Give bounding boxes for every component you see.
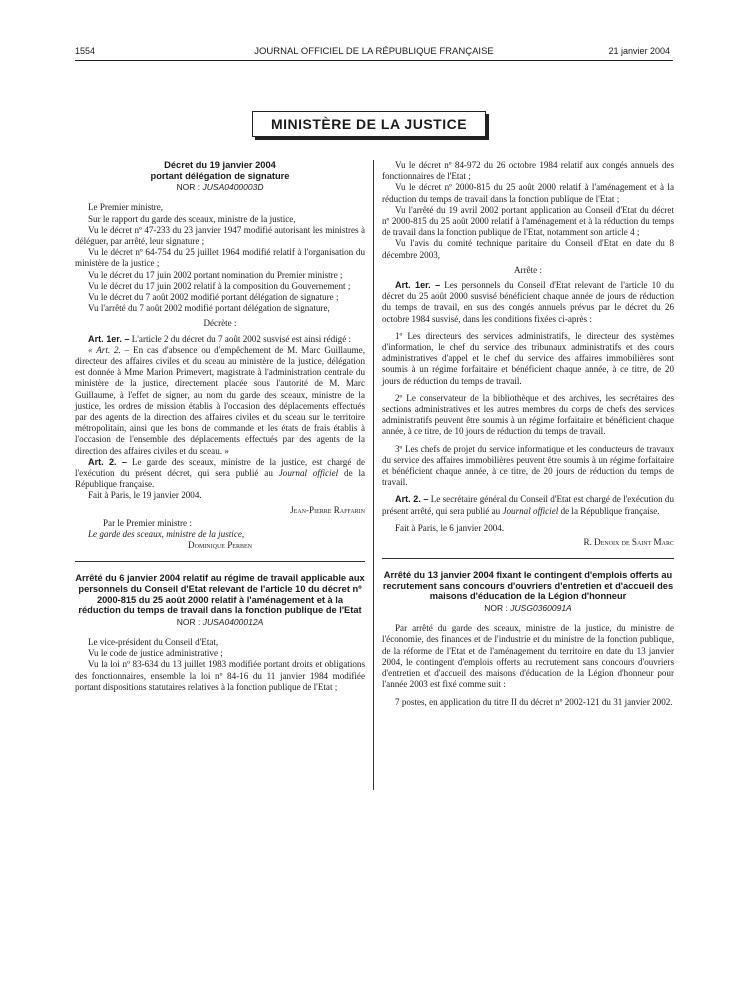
article-quote bbox=[75, 345, 365, 457]
journal-officiel-ref: Journal officiel bbox=[278, 468, 339, 479]
article-item: 3º Les chefs de projet du service informatique et les conducteurs de travaux du service des affaires immobilières peuvent être soumis à un régime forfaitaire et bénéficient chaque année, à ce titre, de 20 jours de réduction du temps de travail. bbox=[382, 443, 674, 488]
paragraph: Le Premier ministre, bbox=[88, 202, 164, 213]
article-text: Les personnels du Conseil d'Etat relevant de l'article 10 du décret du 25 août 2000 susvisé bénéficient chaque année de jours de réduction du temps de travail, en sus des congés annuels prévus par le décret du 26 octobre 1984 susvisé, dans les conditions fixées ci-après : bbox=[382, 280, 674, 324]
decrete-label: Décrète : bbox=[203, 318, 237, 329]
paragraph: Vu l'arrêté du 7 août 2002 modifié portant délégation de signature, bbox=[88, 303, 330, 314]
signature: Jean-Pierre Raffarin bbox=[290, 504, 365, 515]
decret-nor bbox=[75, 182, 365, 193]
nor-label: NOR : bbox=[484, 603, 508, 614]
section-separator bbox=[382, 558, 674, 560]
header-rule bbox=[75, 60, 673, 61]
article-2 bbox=[75, 457, 365, 491]
article-2 bbox=[382, 494, 674, 516]
paragraph: Vu le décret nº 64-754 du 25 juillet 1964 modifié relatif à l'organisation du ministère de la justice ; bbox=[75, 247, 365, 269]
paragraph: Vu l'avis du comité technique paritaire du Conseil d'Etat en date du 8 décembre 2003, bbox=[382, 238, 674, 260]
paragraph: Vu le décret du 17 juin 2002 relatif à la composition du Gouvernement ; bbox=[88, 280, 351, 291]
article-label: Art. 1er. – bbox=[395, 280, 441, 291]
journal-title: JOURNAL OFFICIEL DE LA RÉPUBLIQUE FRANÇAISE bbox=[254, 46, 494, 57]
section-separator bbox=[75, 561, 365, 563]
column-divider bbox=[373, 160, 374, 790]
arrete1-nor bbox=[75, 617, 365, 628]
journal-officiel-ref: Journal officiel bbox=[502, 505, 559, 516]
journal-date: 21 janvier 2004 bbox=[608, 46, 670, 56]
paragraph: Vu le décret du 17 juin 2002 portant nomination du Premier ministre ; bbox=[88, 269, 343, 280]
paragraph: Vu l'arrêté du 19 avril 2002 portant application au Conseil d'Etat du décret nº 2000-815 du 25 août 2000 relatif à l'aménagement et à la réduction du temps de travail dans la fonction publique de l'Etat, notamment son article 4 ; bbox=[382, 204, 674, 238]
arrete1-section bbox=[75, 573, 365, 693]
arrete1-title: Arrêté du 6 janvier 2004 relatif au régime de travail applicable aux personnels du Conseil d'Etat relevant de l'article 10 du décret nº 2000-815 du 25 août 2000 relatif à l'aménagement et à la réduction du temps de travail dans la fonction publique de l'Etat bbox=[75, 573, 365, 616]
paragraph: Vu le décret nº 47-233 du 23 janvier 1947 modifié autorisant les ministres à déléguer, par arrêté, leur signature ; bbox=[75, 224, 365, 246]
arrete2-nor bbox=[382, 603, 674, 614]
article-text: Le garde des sceaux, ministre de la justice, est chargé de l'exécution du présent décret, qui sera publié au bbox=[75, 456, 366, 479]
article-text: L'article 2 du décret du 7 août 2002 susvisé est ainsi rédigé : bbox=[131, 333, 352, 344]
signature: R. Denoix de Saint Marc bbox=[583, 537, 674, 548]
fait-line: Fait à Paris, le 6 janvier 2004. bbox=[395, 522, 505, 533]
arrete1-continued bbox=[382, 160, 674, 548]
paragraph: 7 postes, en application du titre II du décret nº 2002-121 du 31 janvier 2002. bbox=[395, 696, 673, 707]
nor-code: JUSA0400003D bbox=[202, 182, 264, 193]
garde-name: Dominique Perben bbox=[188, 540, 252, 551]
arrete2-title: Arrêté du 13 janvier 2004 fixant le contingent d'emplois offerts au recrutement sans concours d'ouvriers d'entretien et d'accueil des maisons d'éducation de la Légion d'honneur bbox=[382, 570, 674, 602]
article-text-end: de la République française. bbox=[560, 505, 660, 516]
article-label: Art. 2. – bbox=[395, 494, 429, 505]
garde-title: Le garde des sceaux, ministre de la justice, bbox=[88, 529, 245, 540]
arrete-label: Arrête : bbox=[513, 264, 543, 275]
arrete2-section bbox=[382, 570, 674, 707]
left-column bbox=[75, 160, 365, 693]
paragraph: Vu la loi nº 83-634 du 13 juillet 1983 modifiée portant droits et obligations des fonctionnaires, ensemble la loi nº 84-16 du 11 janvier 1984 modifiée portant dispositions statutaires relatives à la fonction publique de l'Etat ; bbox=[75, 659, 365, 692]
decret-subtitle: portant délégation de signature bbox=[150, 170, 290, 181]
paragraph: Vu le code de justice administrative ; bbox=[88, 648, 223, 659]
article-text: Le secrétaire général du Conseil d'Etat est chargé de l'exécution du présent arrêté, qui sera publié au bbox=[382, 494, 675, 516]
paragraph: Par arrêté du garde des sceaux, ministre de la justice, du ministre de l'économie, des finances et de l'industrie et du ministre de la fonction publique, de la réforme de l'Etat et de l'aménagement du territoire en date du 13 janvier 2004, le contingent d'emplois offerts au recrutement sans concours d'ouvriers d'entretien et d'accueil des maisons d'éducation de la Légion d'honneur pour l'année 2003 est fixé comme suit : bbox=[382, 623, 674, 690]
paragraph: Vu le décret nº 2000-815 du 25 août 2000 relatif à l'aménagement et à la réduction du temps de travail dans la fonction publique de l'Etat ; bbox=[382, 182, 674, 204]
paragraph: Vu le décret nº 84-972 du 26 octobre 1984 relatif aux congés annuels des fonctionnaires de l'Etat ; bbox=[382, 160, 674, 182]
par-premier-ministre: Par le Premier ministre : bbox=[103, 517, 192, 528]
paragraph: Sur le rapport du garde des sceaux, ministre de la justice, bbox=[88, 213, 296, 224]
ministry-heading: MINISTÈRE DE LA JUSTICE bbox=[252, 111, 486, 137]
article-item: 1º Les directeurs des services administratifs, le directeur des systèmes d'information, le chef du service des tribunaux administratifs et des cours administratives d'appel et le chef du service des affaires immobilières sont soumis à un régime forfaitaire et bénéficient chaque année, à ce titre, de 20 jours de réduction du temps de travail. bbox=[382, 330, 674, 386]
paragraph: Vu le décret du 7 août 2002 modifié portant délégation de signature ; bbox=[88, 292, 339, 303]
fait-line: Fait à Paris, le 19 janvier 2004. bbox=[88, 490, 202, 501]
right-column bbox=[382, 160, 674, 708]
decret-section bbox=[75, 160, 365, 551]
decret-title: Décret du 19 janvier 2004 bbox=[164, 160, 276, 170]
article-item: 2º Le conservateur de la bibliothèque et des archives, les secrétaires des sections administratives et les autres membres du corps de chefs des services administratifs peuvent être soumis à un régime forfaitaire et bénéficient chaque année, à ce titre, de 10 jours de réduction du temps de travail. bbox=[382, 392, 674, 437]
paragraph: Le vice-président du Conseil d'Etat, bbox=[88, 637, 219, 648]
article-label: Art. 1er. – bbox=[88, 333, 130, 344]
nor-code: JUSG0360091A bbox=[510, 603, 572, 614]
page-number: 1554 bbox=[75, 46, 96, 56]
quote-label: « Art. 2. – bbox=[88, 344, 130, 355]
nor-label: NOR : bbox=[176, 616, 201, 627]
nor-label: NOR : bbox=[176, 182, 201, 193]
article-1 bbox=[382, 280, 674, 325]
article-1 bbox=[75, 334, 365, 345]
nor-code: JUSA0400012A bbox=[202, 616, 264, 627]
article-text-end: de la République française. bbox=[75, 468, 366, 490]
quote-text: En cas d'absence ou d'empêchement de M. Marc Guillaume, directeur des affaires civiles et du sceau au ministère de la justice, délégation est donnée à Mme Marion Primevert, magistrate à l'administration centrale du ministère de la justice, directement placée sous l'autorité de M. Marc Guillaume, à l'effet de signer, au nom du garde des sceaux, ministre de la justice, les ordres de mission établis à l'occasion des déplacements effectués par des agents de la direction des affaires civiles et du sceau sur le territoire métropolitain, ainsi que les bons de commande et les états de frais établis à l'occasion de l'ensemble des déplacements effectués par des agents de la direction des affaires civiles et du sceau. » bbox=[75, 344, 365, 456]
article-label: Art. 2. – bbox=[88, 456, 127, 467]
